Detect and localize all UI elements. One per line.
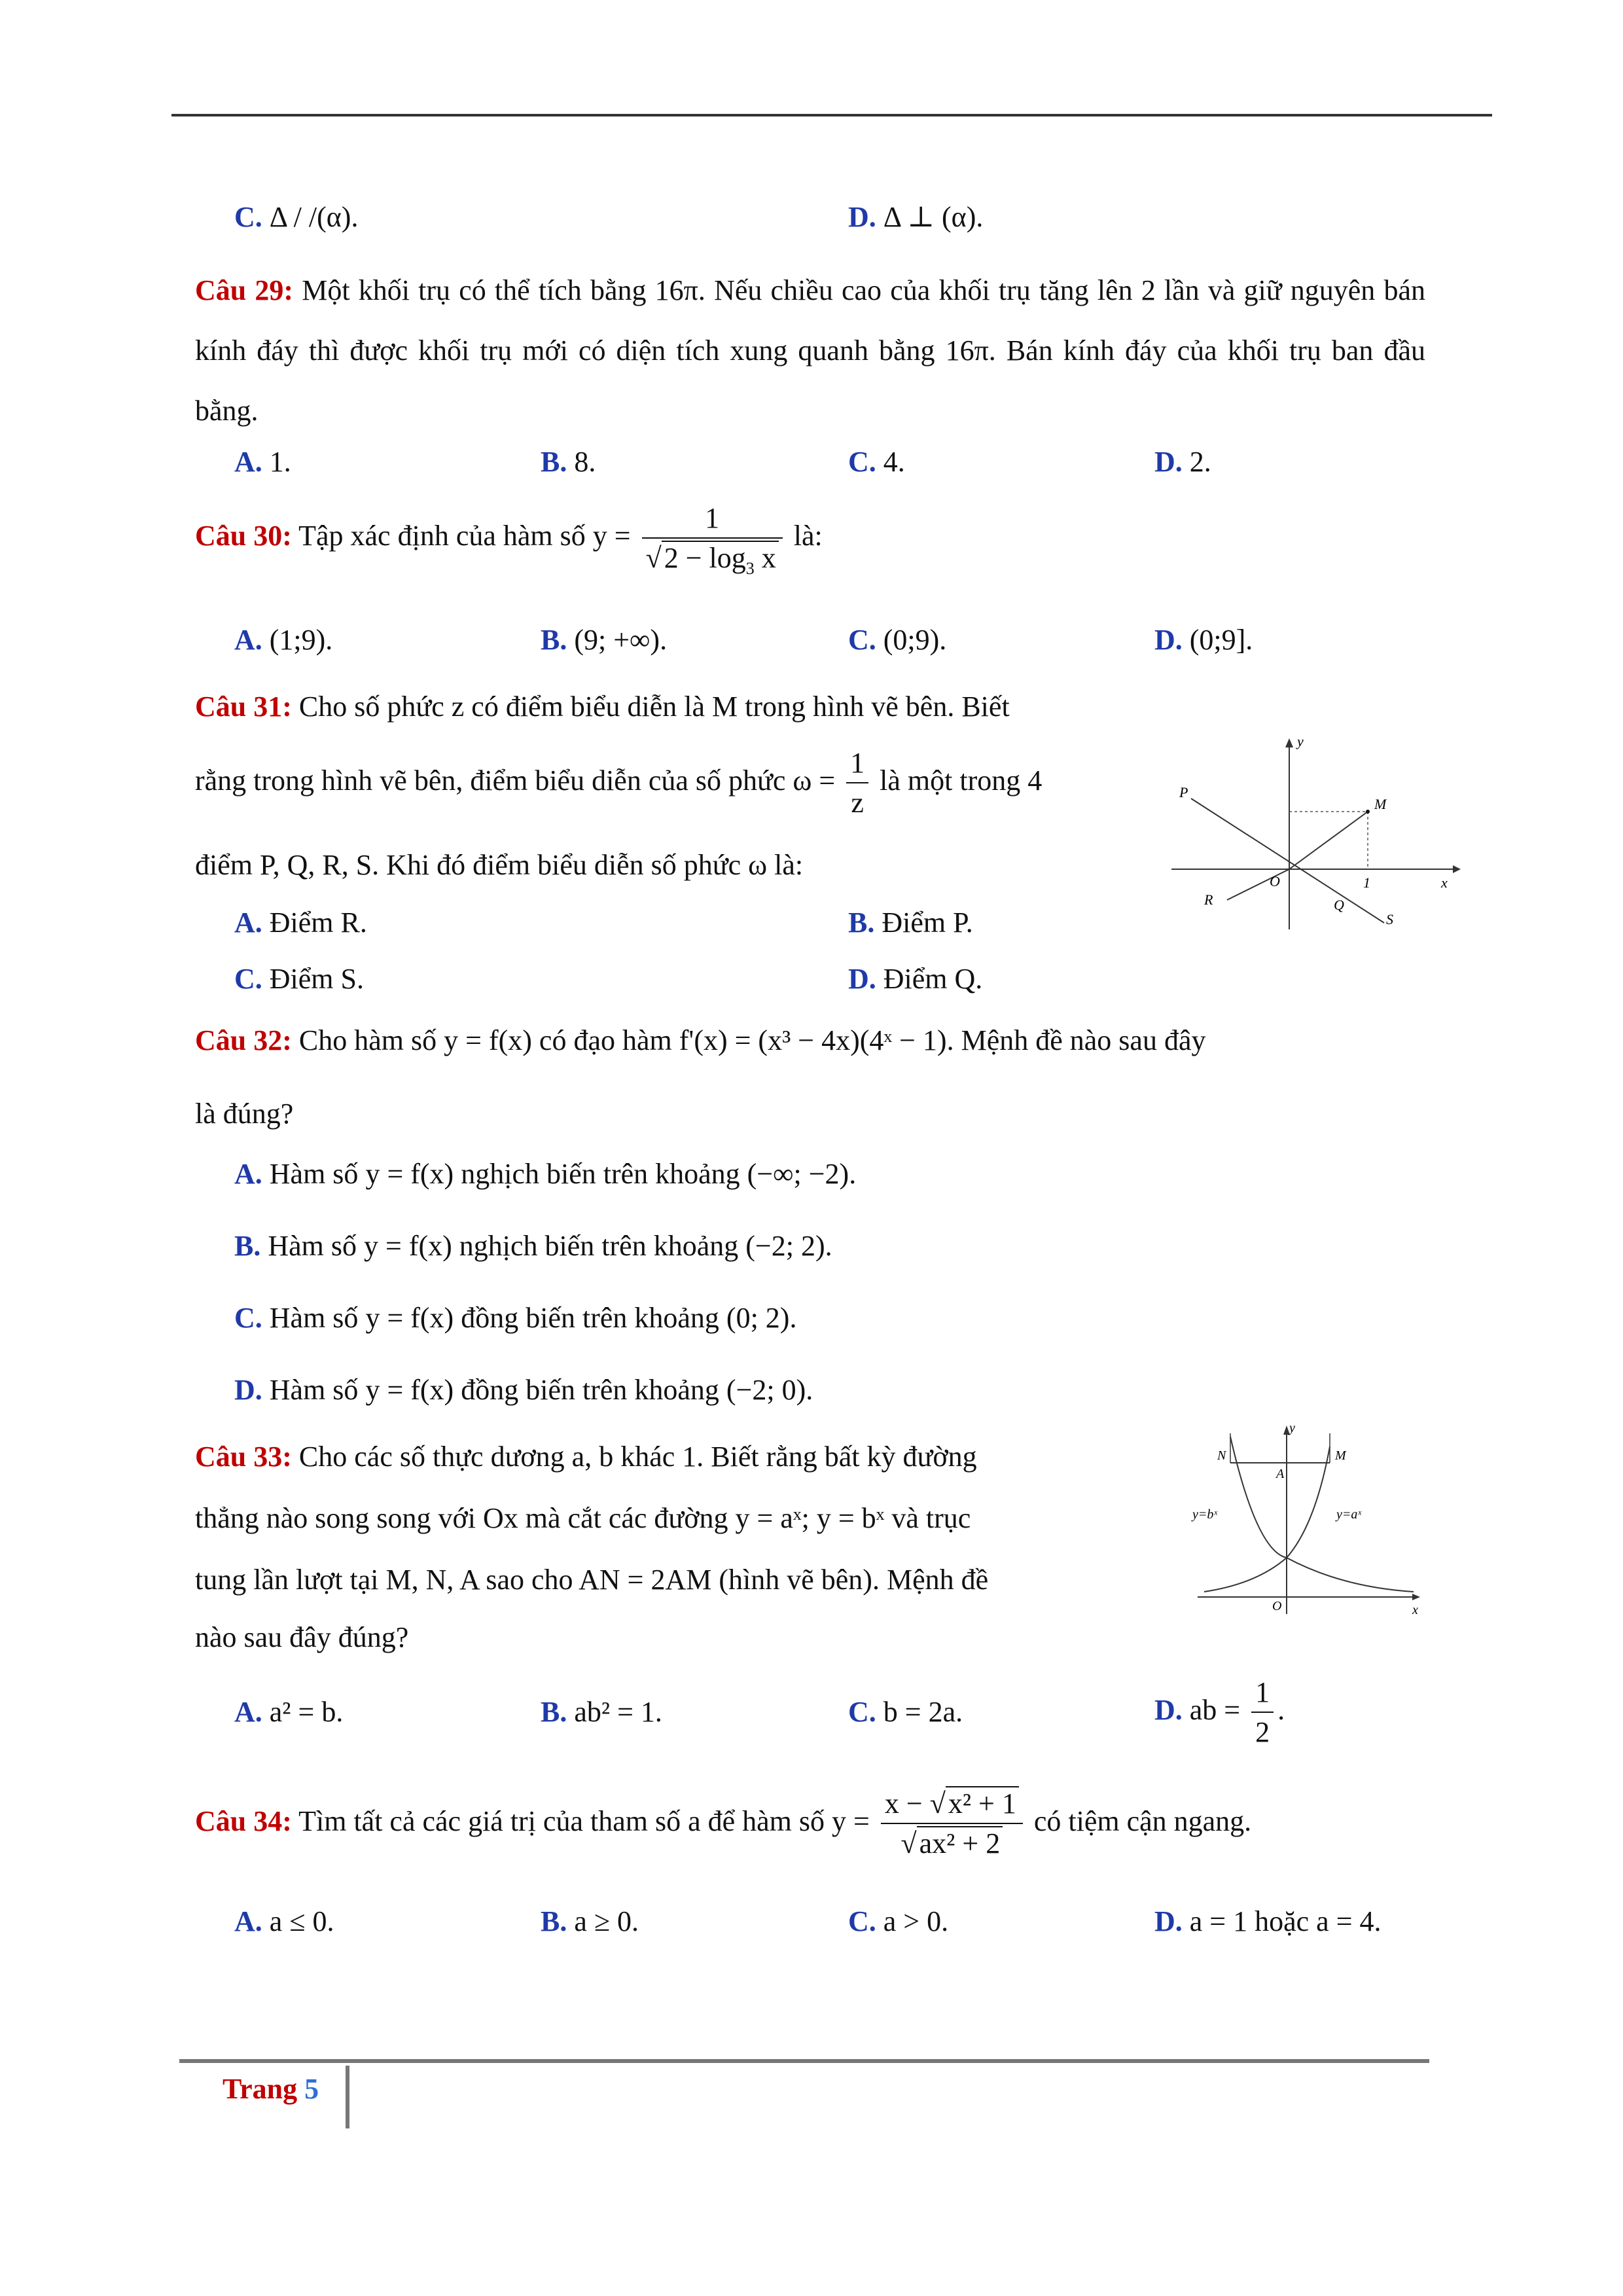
fraction: $\frac{1}{z}$ [846, 746, 868, 821]
q28-answer-c: C. Δ / /(α). [234, 201, 359, 233]
q33-answer-a: A. a² = b. [234, 1696, 344, 1728]
q33-answer-b: B. ab² = 1. [541, 1696, 662, 1728]
q32-answer-d: D. Hàm số y = f(x) đồng biến trên khoảng (−2; 0). [234, 1374, 813, 1406]
curve-b-x [1230, 1437, 1414, 1592]
header-rule [171, 114, 1492, 117]
q30-answer-d: D. (0;9]. [1154, 624, 1253, 656]
tick-label-one: 1 [1363, 874, 1370, 891]
question-label: Câu 32: [195, 1024, 292, 1056]
page-label: Trang [223, 2073, 298, 2105]
question-text: Một khối trụ có thể tích bằng 16π. Nếu chiều cao của khối trụ tăng lên 2 lần và giữ nguyên bán kính đáy thì được khối trụ mới có diện tích xung quanh bằng 16π. Bán kính đáy của khối trụ ban đầu bằng. [195, 274, 1426, 427]
q29-answer-d: D. 2. [1154, 446, 1211, 478]
question-33-line2: thẳng nào song song với Ox mà cắt các đường y = aˣ; y = bˣ và trục [195, 1502, 971, 1534]
question-31-line1: Câu 31: Cho số phức z có điểm biểu diễn là M trong hình vẽ bên. Biết [195, 691, 1010, 723]
q34-answer-c: C. a > 0. [848, 1905, 949, 1937]
curve-a-label: y=aˣ [1336, 1507, 1362, 1522]
x-label: x [1412, 1603, 1418, 1617]
segment-om [1289, 812, 1368, 869]
curve-b-label: y=bˣ [1192, 1507, 1218, 1522]
exponential-curves-figure [1191, 1420, 1427, 1617]
footer-divider [346, 2066, 349, 2128]
q34-answer-b: B. a ≥ 0. [541, 1905, 639, 1937]
q31-answer-b: B. Điểm P. [848, 906, 973, 939]
footer-rule [179, 2059, 1429, 2063]
question-31-line3: điểm P, Q, R, S. Khi đó điểm biểu diễn số phức ω là: [195, 849, 804, 881]
fraction: $\frac{\text{x − √x² + 1}}{\text{√ax² + 2}}$ [881, 1787, 1023, 1861]
question-label: Câu 29: [195, 274, 294, 306]
q31-answer-d: D. Điểm Q. [848, 963, 983, 995]
line-ps [1191, 798, 1384, 923]
q30-answer-a: A. (1;9). [234, 624, 333, 656]
question-label: Câu 31: [195, 691, 292, 723]
point-a-label: A [1276, 1467, 1285, 1481]
q33-answer-c: C. b = 2a. [848, 1696, 963, 1728]
origin-label: O [1270, 873, 1280, 889]
q30-answer-c: C. (0;9). [848, 624, 947, 656]
q29-answer-b: B. 8. [541, 446, 596, 478]
question-label: Câu 34: [195, 1804, 292, 1837]
fraction: $\frac{1}{√2 - \log_3 x}$ [642, 501, 783, 576]
q29-answer-a: A. 1. [234, 446, 291, 478]
question-29 [195, 260, 1425, 441]
y-label: y [1289, 1421, 1295, 1435]
q32-answer-c: C. Hàm số y = f(x) đồng biến trên khoảng (0; 2). [234, 1302, 797, 1334]
question-label: Câu 33: [195, 1441, 292, 1473]
question-31-line2: rằng trong hình vẽ bên, điểm biểu diễn của số phức ω = $\frac{1}{z}$ là một trong 4 [195, 746, 1042, 821]
answer-label: C. [234, 201, 262, 233]
question-33-line1: Câu 33: Cho các số thực dương a, b khác 1. Biết rằng bất kỳ đường [195, 1441, 977, 1473]
q32-answer-b: B. Hàm số y = f(x) nghịch biến trên khoảng (−2; 2). [234, 1230, 832, 1262]
question-33-line4: nào sau đây đúng? [195, 1621, 409, 1653]
fraction: $\frac{1}{2}$ [1251, 1676, 1274, 1750]
answer-label: D. [848, 201, 876, 233]
q30-answer-b: B. (9; +∞). [541, 624, 668, 656]
point-r-label: R [1204, 891, 1213, 908]
point-n-label: N [1217, 1448, 1226, 1463]
q32-answer-a: A. Hàm số y = f(x) nghịch biến trên khoảng (−∞; −2). [234, 1158, 857, 1190]
q34-answer-a: A. a ≤ 0. [234, 1905, 334, 1937]
q31-answer-c: C. Điểm S. [234, 963, 365, 995]
question-30: Câu 30: Tập xác định của hàm số y = $\frac{1}{√2 - \log_3 x}$ là: [195, 502, 823, 578]
point-m-label: M [1374, 796, 1387, 812]
curve-a-x [1204, 1446, 1330, 1592]
y-label: y [1297, 733, 1304, 749]
question-label: Câu 30: [195, 519, 292, 552]
complex-plane-figure [1165, 733, 1466, 929]
q31-answer-a: A. Điểm R. [234, 906, 367, 939]
question-34: Câu 34: Tìm tất cả các giá trị của tham số a để hàm số y = $\frac{\text{x − √x² + 1}}{\text{√ax² + 2}}$ có tiệm cận ngang. [195, 1787, 1251, 1861]
page-footer [223, 2072, 319, 2107]
page-number: 5 [304, 2073, 319, 2105]
q33-answer-d: D. ab = $\frac{1}{2}$ . [1154, 1676, 1285, 1750]
point-m-label: M [1335, 1448, 1346, 1463]
question-33-line3: tung lần lượt tại M, N, A sao cho AN = 2AM (hình vẽ bên). Mệnh đề [195, 1564, 989, 1596]
point-p-label: P [1179, 784, 1188, 800]
q34-answer-d: D. a = 1 hoặc a = 4. [1154, 1905, 1382, 1937]
point-s-label: S [1386, 911, 1393, 927]
origin-label: O [1272, 1599, 1282, 1613]
x-label: x [1441, 874, 1448, 891]
question-32-line2: là đúng? [195, 1098, 294, 1130]
point-q-label: Q [1334, 897, 1344, 913]
question-32-line1: Câu 32: Cho hàm số y = f(x) có đạo hàm f'(x) = (x³ − 4x)(4ˣ − 1). Mệnh đề nào sau đây [195, 1024, 1206, 1056]
q28-answer-d: D. Δ ⊥ (α). [848, 201, 984, 233]
q29-answer-c: C. 4. [848, 446, 905, 478]
